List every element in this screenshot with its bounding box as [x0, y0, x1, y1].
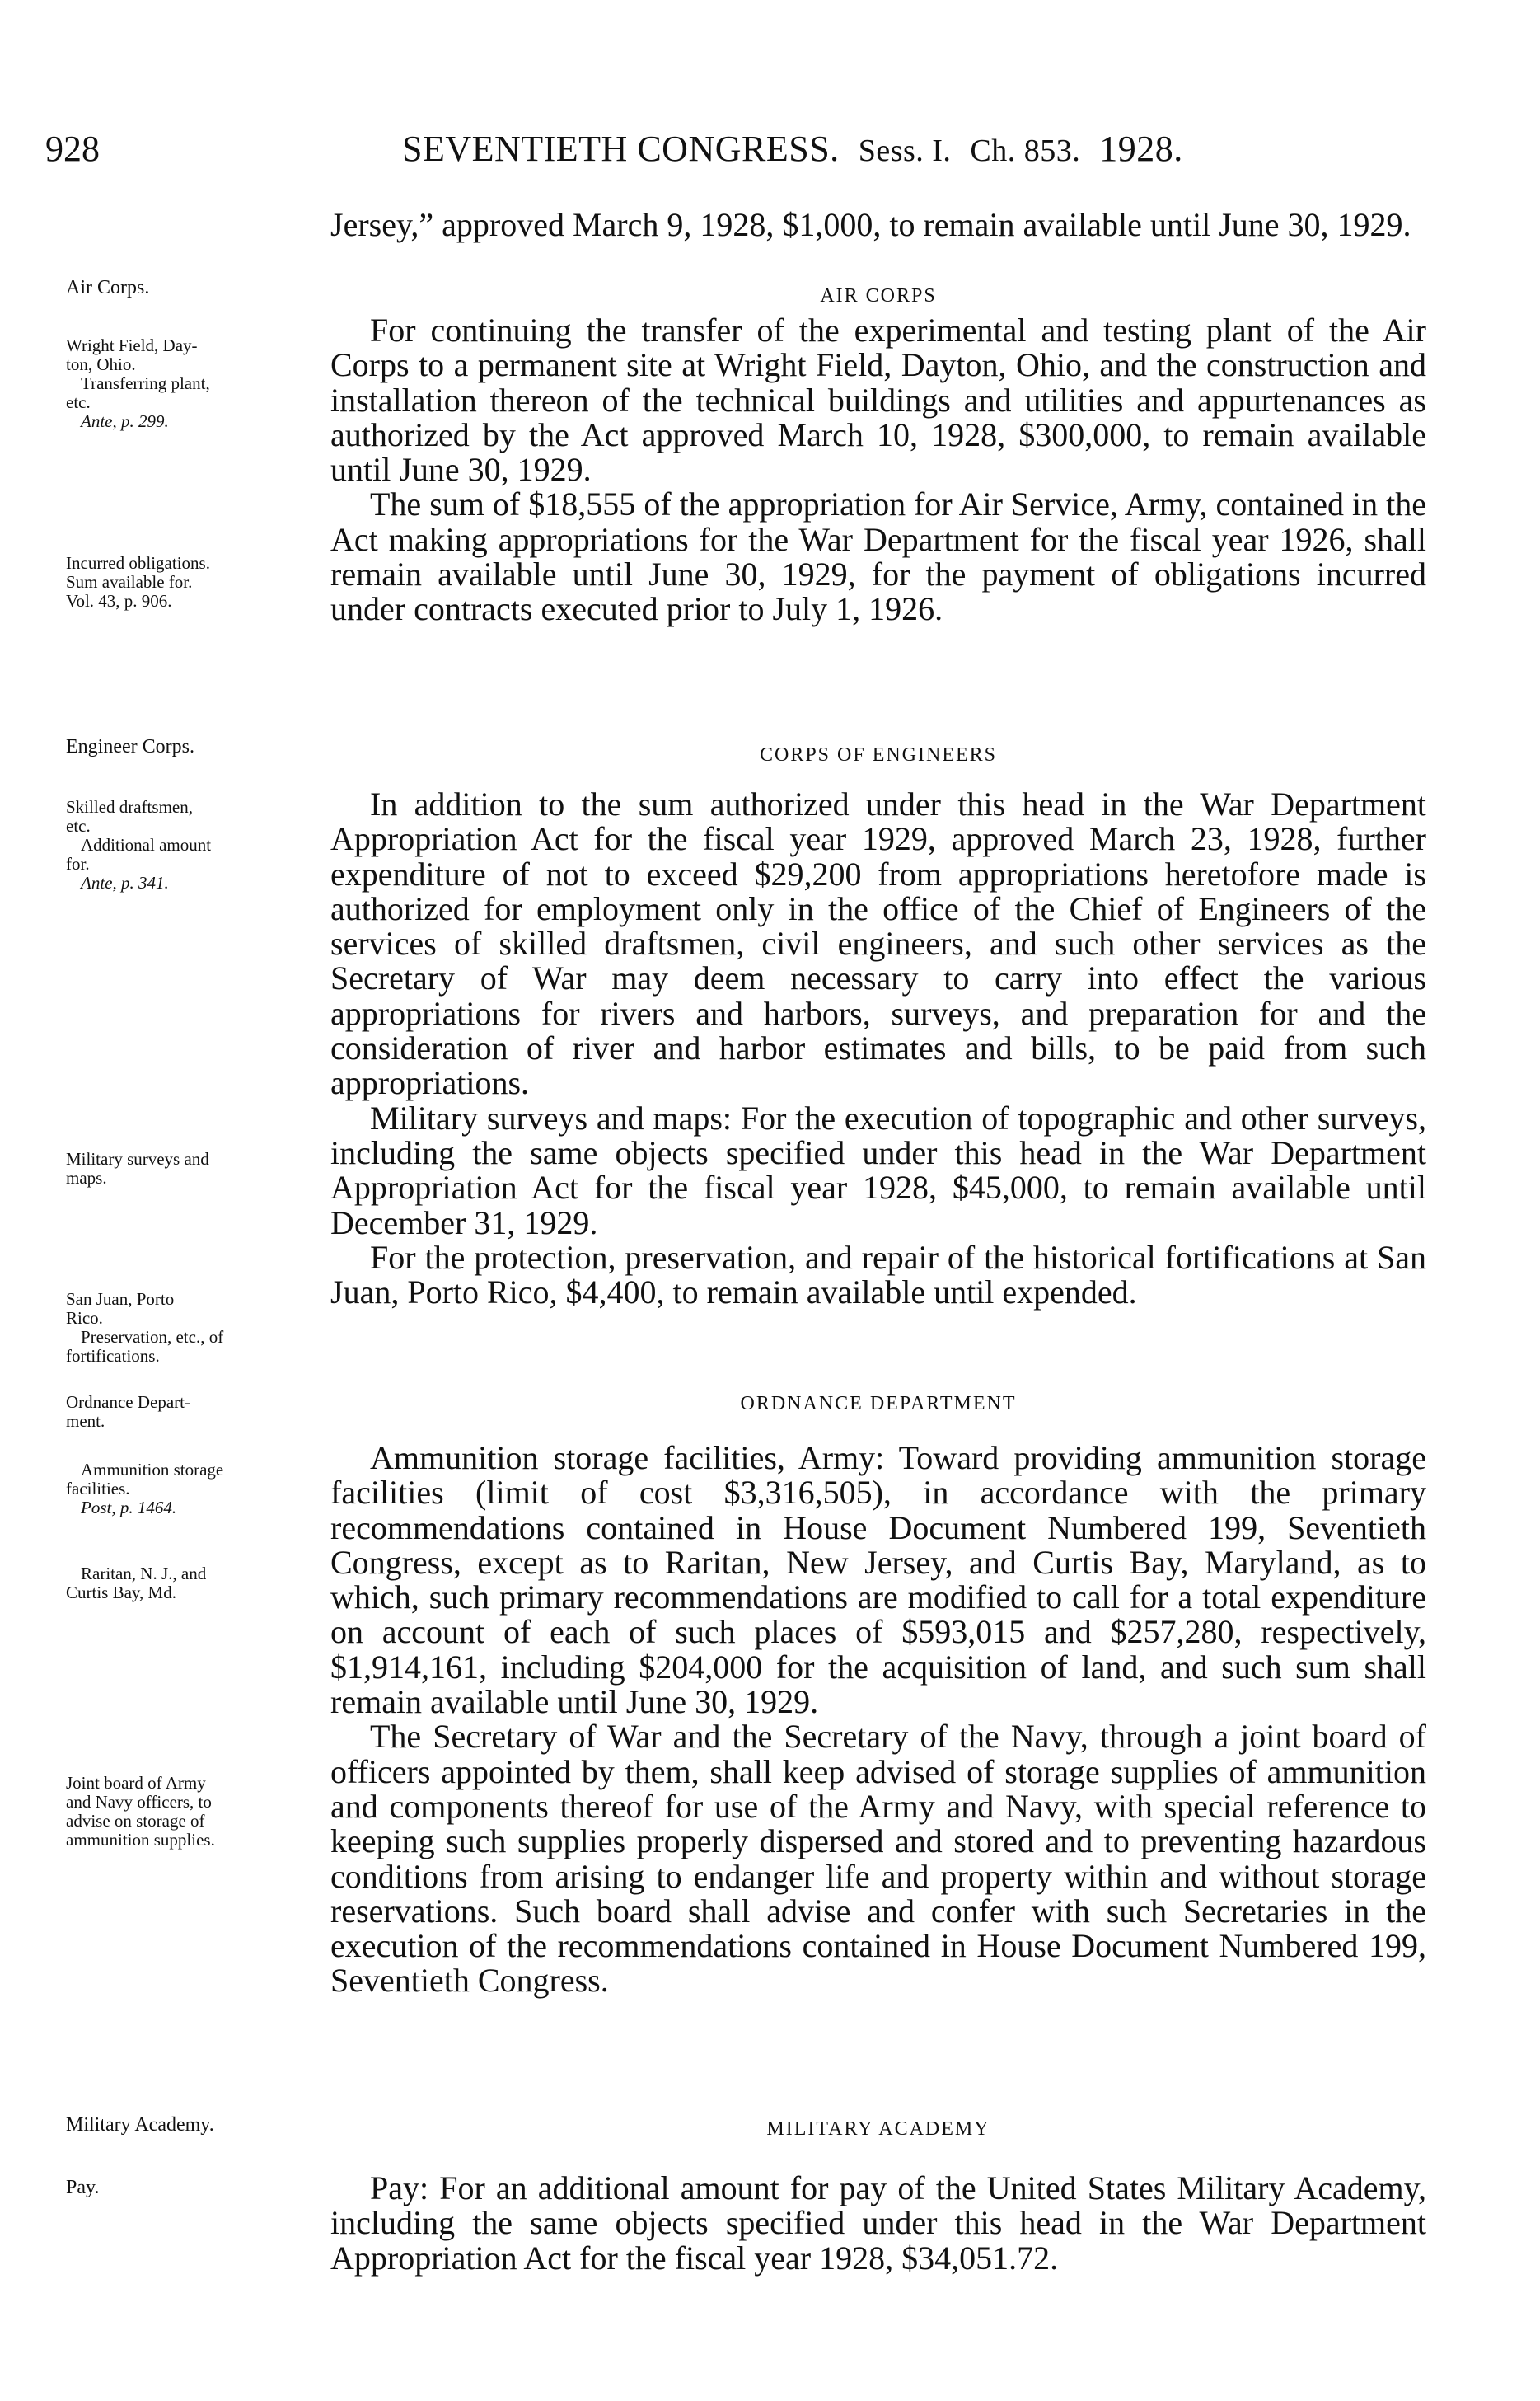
- section-heading-air-corps: AIR CORPS: [820, 285, 937, 307]
- air-corps-paragraph-1: For continuing the transfer of the experimental and testing plant of the Air Corps to a permanent site at Wright Field, Dayton, Ohio, and the construction and installation thereon of the technical buildings and utilities and appurtenances as authorized by the Act approved March 10, 1928, $300,000, to remain available until June 30, 1929.: [330, 312, 1426, 489]
- intro-paragraph: Jersey,” approved March 9, 1928, $1,000, to remain available until June 30, 1929.: [330, 206, 1411, 243]
- ordnance-paragraph-2: The Secretary of War and the Secretary of the Navy, through a joint board of officers appointed by them, shall keep advised of storage supplies of ammunition and components thereof for use of the Army and Navy, with special reference to keeping such supplies properly dispersed and stored and to preventing hazardous conditions from arising to endanger life and property within and without storage reservations. Such board shall advise and confer with such Secretaries in the execution of the recommendations contained in House Document Numbered 199, Seventieth Congress.: [330, 1718, 1426, 2000]
- margin-note-engineer-corps: Engineer Corps.: [66, 736, 194, 757]
- margin-note-san-juan: San Juan, Porto Rico. Preservation, etc., of fortifications.: [66, 1289, 224, 1366]
- air-corps-paragraph-2: The sum of $18,555 of the appropriation for Air Service, Army, contained in the Act making appropriations for the War Department for the fiscal year 1926, shall remain available until June 30, 1929, for the payment of obligations incurred under contracts executed prior to July 1, 1926.: [330, 485, 1426, 628]
- margin-note-military-academy: Military Academy.: [66, 2114, 214, 2136]
- margin-note-incurred-obligations: Incurred obligations. Sum available for. Vol. 43, p. 906.: [66, 553, 210, 611]
- margin-note-air-corps: Air Corps.: [66, 277, 150, 298]
- section-heading-military-academy: MILITARY ACADEMY: [766, 2118, 990, 2140]
- header-chapter: Ch. 853.: [970, 134, 1081, 168]
- margin-note-joint-board: Joint board of Army and Navy officers, to advise on storage of ammunition supplies.: [66, 1773, 215, 1850]
- engineers-paragraph-1: In addition to the sum authorized under this head in the War Department Appropriation Act for the fiscal year 1929, approved March 23, 1928, further expenditure of not to exceed $29,200 from appropriations heretofore made is authorized for employment only in the office of the Chief of Engineers of the services of skilled draftsmen, civil engineers, and such other services as the Secretary of War may deem necessary to carry into effect the various appropriations for rivers and harbors, surveys, and preparation for and the consideration of river and harbor estimates and bills, to be paid from such appropriations.: [330, 785, 1426, 1102]
- header-congress: SEVENTIETH CONGRESS.: [402, 129, 840, 169]
- ordnance-section: [330, 1386, 1426, 1999]
- margin-note-ordnance: Ordnance Depart- ment.: [66, 1392, 190, 1431]
- margin-note-military-surveys: Military surveys and maps.: [66, 1149, 209, 1188]
- header-year: 1928.: [1099, 129, 1183, 169]
- header-session: Sess. I.: [858, 134, 952, 168]
- engineers-paragraph-3: For the protection, preservation, and repair of the historical fortifications at San Juan, Porto Rico, $4,400, to remain available until expended.: [330, 1238, 1426, 1311]
- ordnance-paragraph-1: Ammunition storage facilities, Army: Toward providing ammunition storage facilities (limit of cost $3,316,505), in accordance with the primary recommendations contained in House Document Numbered 199, Seventieth Congress, except as to Raritan, New Jersey, and Curtis Bay, Maryland, as to which, such primary recommendations are modified to call for a total expenditure on account of each of such places of $593,015 and $257,280, respectively, $1,914,161, including $204,000 for the acquisition of land, and such sum shall remain available until June 30, 1929.: [330, 1439, 1426, 1721]
- engineers-section: [330, 738, 1426, 1310]
- section-heading-corps-of-engineers: CORPS OF ENGINEERS: [759, 744, 998, 766]
- air-corps-section: [330, 279, 1426, 627]
- academy-section: [330, 2112, 1426, 2276]
- section-heading-ordnance: ORDNANCE DEPARTMENT: [740, 1393, 1017, 1414]
- margin-note-ammunition-storage: Ammunition storage facilities. Post, p. 1464.: [66, 1460, 224, 1517]
- intro-block: [330, 208, 1426, 242]
- margin-note-wright-field: Wright Field, Day- ton, Ohio. Transferring plant, etc. Ante, p. 299.: [66, 335, 210, 431]
- margin-note-skilled-draftsmen: Skilled draftsmen, etc. Additional amount for. Ante, p. 341.: [66, 797, 212, 893]
- engineers-paragraph-2: Military surveys and maps: For the execution of topographic and other surveys, including the same objects specified under this head in the War Department Appropriation Act for the fiscal year 1928, $45,000, to remain available until December 31, 1929.: [330, 1099, 1426, 1241]
- margin-note-pay: Pay.: [66, 2177, 100, 2198]
- academy-paragraph-1: Pay: For an additional amount for pay of the United States Military Academy, including the same objects specified under this head in the War Department Appropriation Act for the fiscal year 1928, $34,051.72.: [330, 2169, 1426, 2277]
- running-header: [402, 128, 1183, 170]
- page-number: 928: [45, 129, 100, 169]
- margin-note-raritan: Raritan, N. J., and Curtis Bay, Md.: [66, 1564, 207, 1602]
